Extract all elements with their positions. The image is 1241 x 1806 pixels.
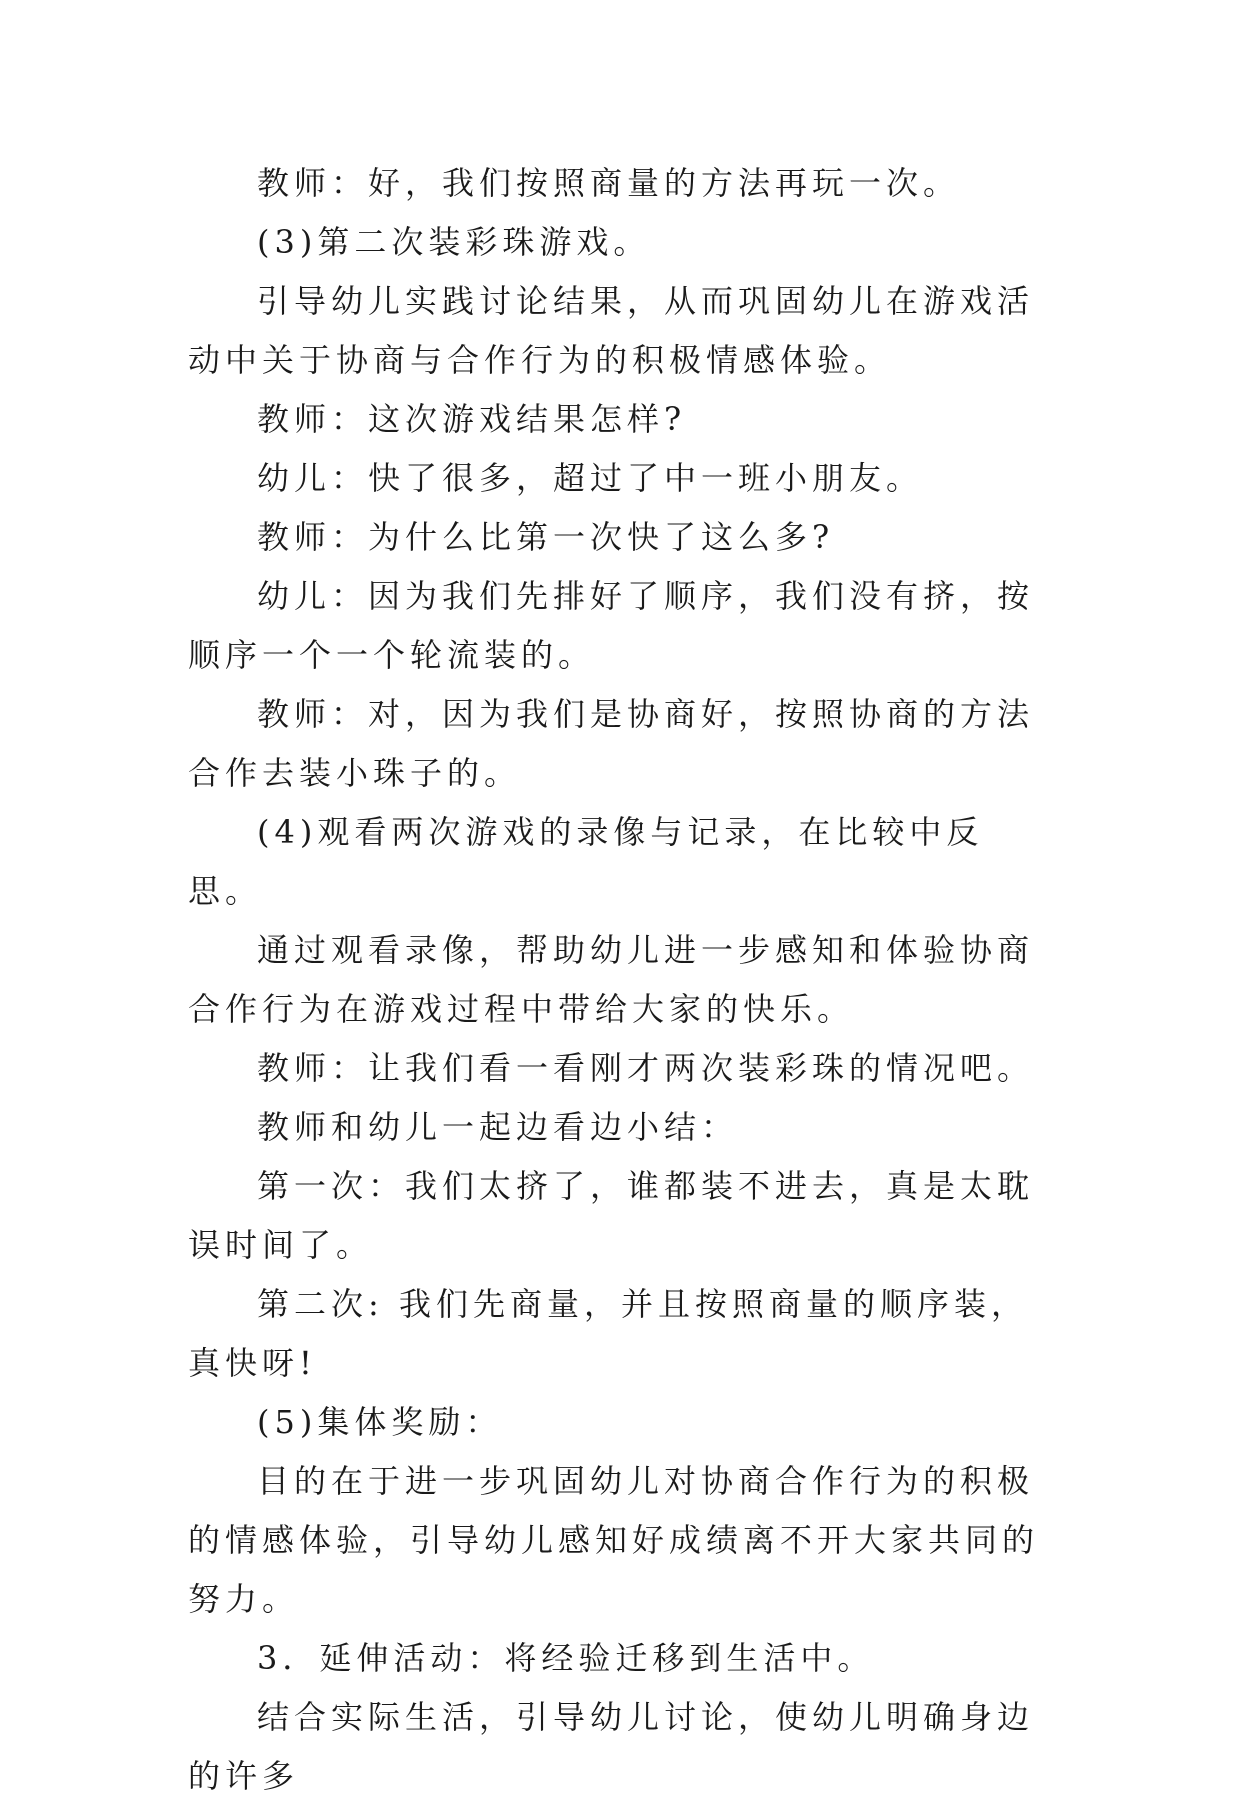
- paragraph: 目的在于进一步巩固幼儿对协商合作行为的积极的情感体验，引导幼儿感知好成绩离不开大家共同的努力。: [188, 1462, 1040, 1618]
- paragraph: 幼儿：快了很多，超过了中一班小朋友。: [257, 459, 924, 497]
- paragraph: (4)观看两次游戏的录像与记录，在比较中反思。: [188, 813, 984, 910]
- paragraph: 教师和幼儿一起边看边小结：: [257, 1108, 739, 1146]
- paragraph: (5)集体奖励：: [257, 1403, 503, 1441]
- paragraph: 教师：好，我们按照商量的方法再玩一次。: [257, 164, 961, 202]
- paragraph: 通过观看录像，帮助幼儿进一步感知和体验协商合作行为在游戏过程中带给大家的快乐。: [188, 931, 1035, 1028]
- paragraph: 幼儿：因为我们先排好了顺序，我们没有挤，按顺序一个一个轮流装的。: [188, 577, 1035, 674]
- paragraph: 教师：这次游戏结果怎样?: [257, 400, 687, 438]
- document-body: [188, 154, 1053, 1806]
- paragraph: 教师：让我们看一看刚才两次装彩珠的情况吧。: [257, 1049, 1035, 1087]
- paragraph: 第一次：我们太挤了，谁都装不进去，真是太耽误时间了。: [188, 1167, 1035, 1264]
- paragraph: 教师：对，因为我们是协商好，按照协商的方法合作去装小珠子的。: [188, 695, 1035, 792]
- paragraph: (3)第二次装彩珠游戏。: [257, 223, 651, 261]
- paragraph: 第二次: 我们先商量，并且按照商量的顺序装，真快呀!: [188, 1285, 1028, 1382]
- paragraph: 3．延伸活动：将经验迁移到生活中。: [257, 1639, 875, 1677]
- paragraph: 引导幼儿实践讨论结果，从而巩固幼儿在游戏活动中关于协商与合作行为的积极情感体验。: [188, 282, 1035, 379]
- paragraph: 教师：为什么比第一次快了这么多?: [257, 518, 835, 556]
- paragraph: 结合实际生活，引导幼儿讨论，使幼儿明确身边的许多: [188, 1698, 1035, 1795]
